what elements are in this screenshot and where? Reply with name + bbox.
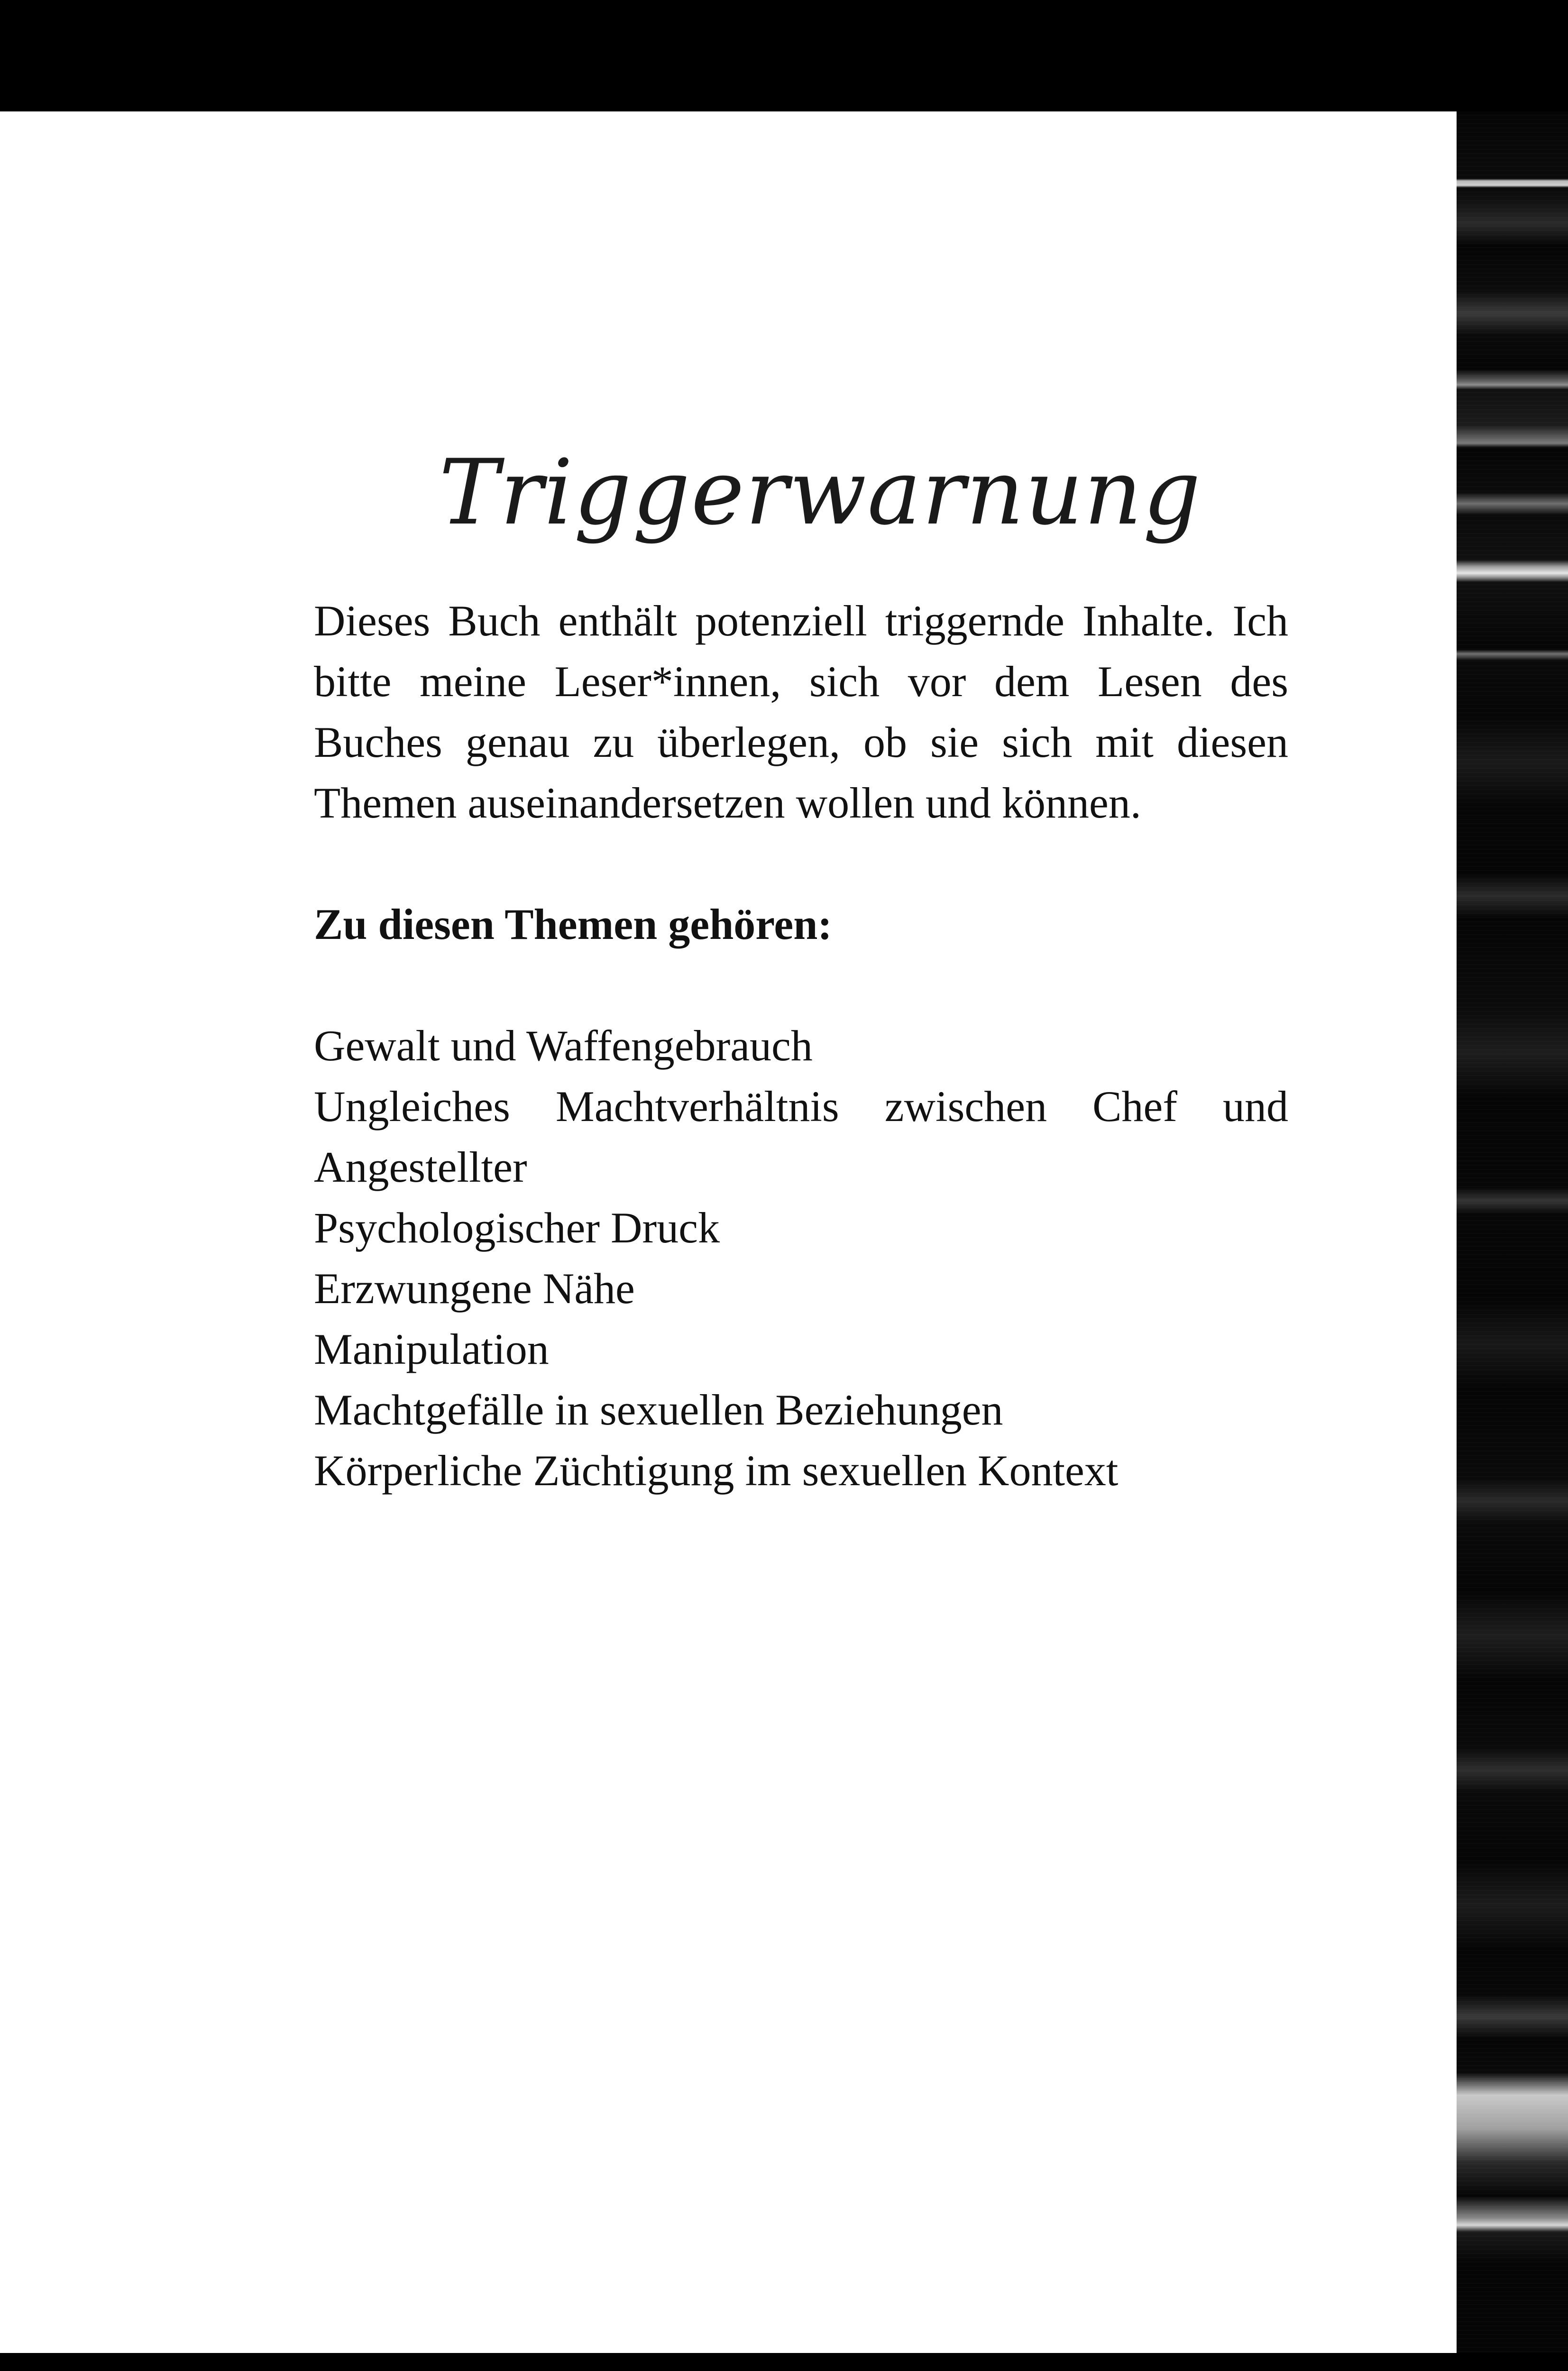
topics-heading: Zu diesen Themen gehören: xyxy=(314,900,833,948)
paragraph-spacer xyxy=(314,833,1288,894)
list-item: Psychologischer Druck xyxy=(314,1204,720,1252)
list-item: Erzwungene Nähe xyxy=(314,1264,635,1313)
page-content xyxy=(314,590,1288,1501)
bottom-black-band xyxy=(0,2353,1568,2371)
list-item: Ungleiches Machtverhältnis zwischen Chef und Angestellter xyxy=(314,1082,1288,1191)
page-title: Triggerwarnung xyxy=(439,440,1202,545)
list-item: Manipulation xyxy=(314,1325,549,1373)
topics-list xyxy=(314,1015,1288,1501)
book-page xyxy=(0,111,1457,2353)
top-black-band xyxy=(0,0,1568,111)
intro-paragraph: Dieses Buch enthält potenziell triggernde Inhalte. Ich bitte meine Leser*innen, sich vor dem Lesen des Buches genau zu überlegen, ob sie sich mit diesen Themen auseinandersetzen wollen und können. xyxy=(314,597,1288,827)
paragraph-spacer xyxy=(314,955,1288,1015)
list-item: Körperliche Züchtigung im sexuellen Kontext xyxy=(314,1446,1119,1495)
list-item: Gewalt und Waffengebrauch xyxy=(314,1021,813,1070)
list-item: Machtgefälle in sexuellen Beziehungen xyxy=(314,1386,1003,1434)
